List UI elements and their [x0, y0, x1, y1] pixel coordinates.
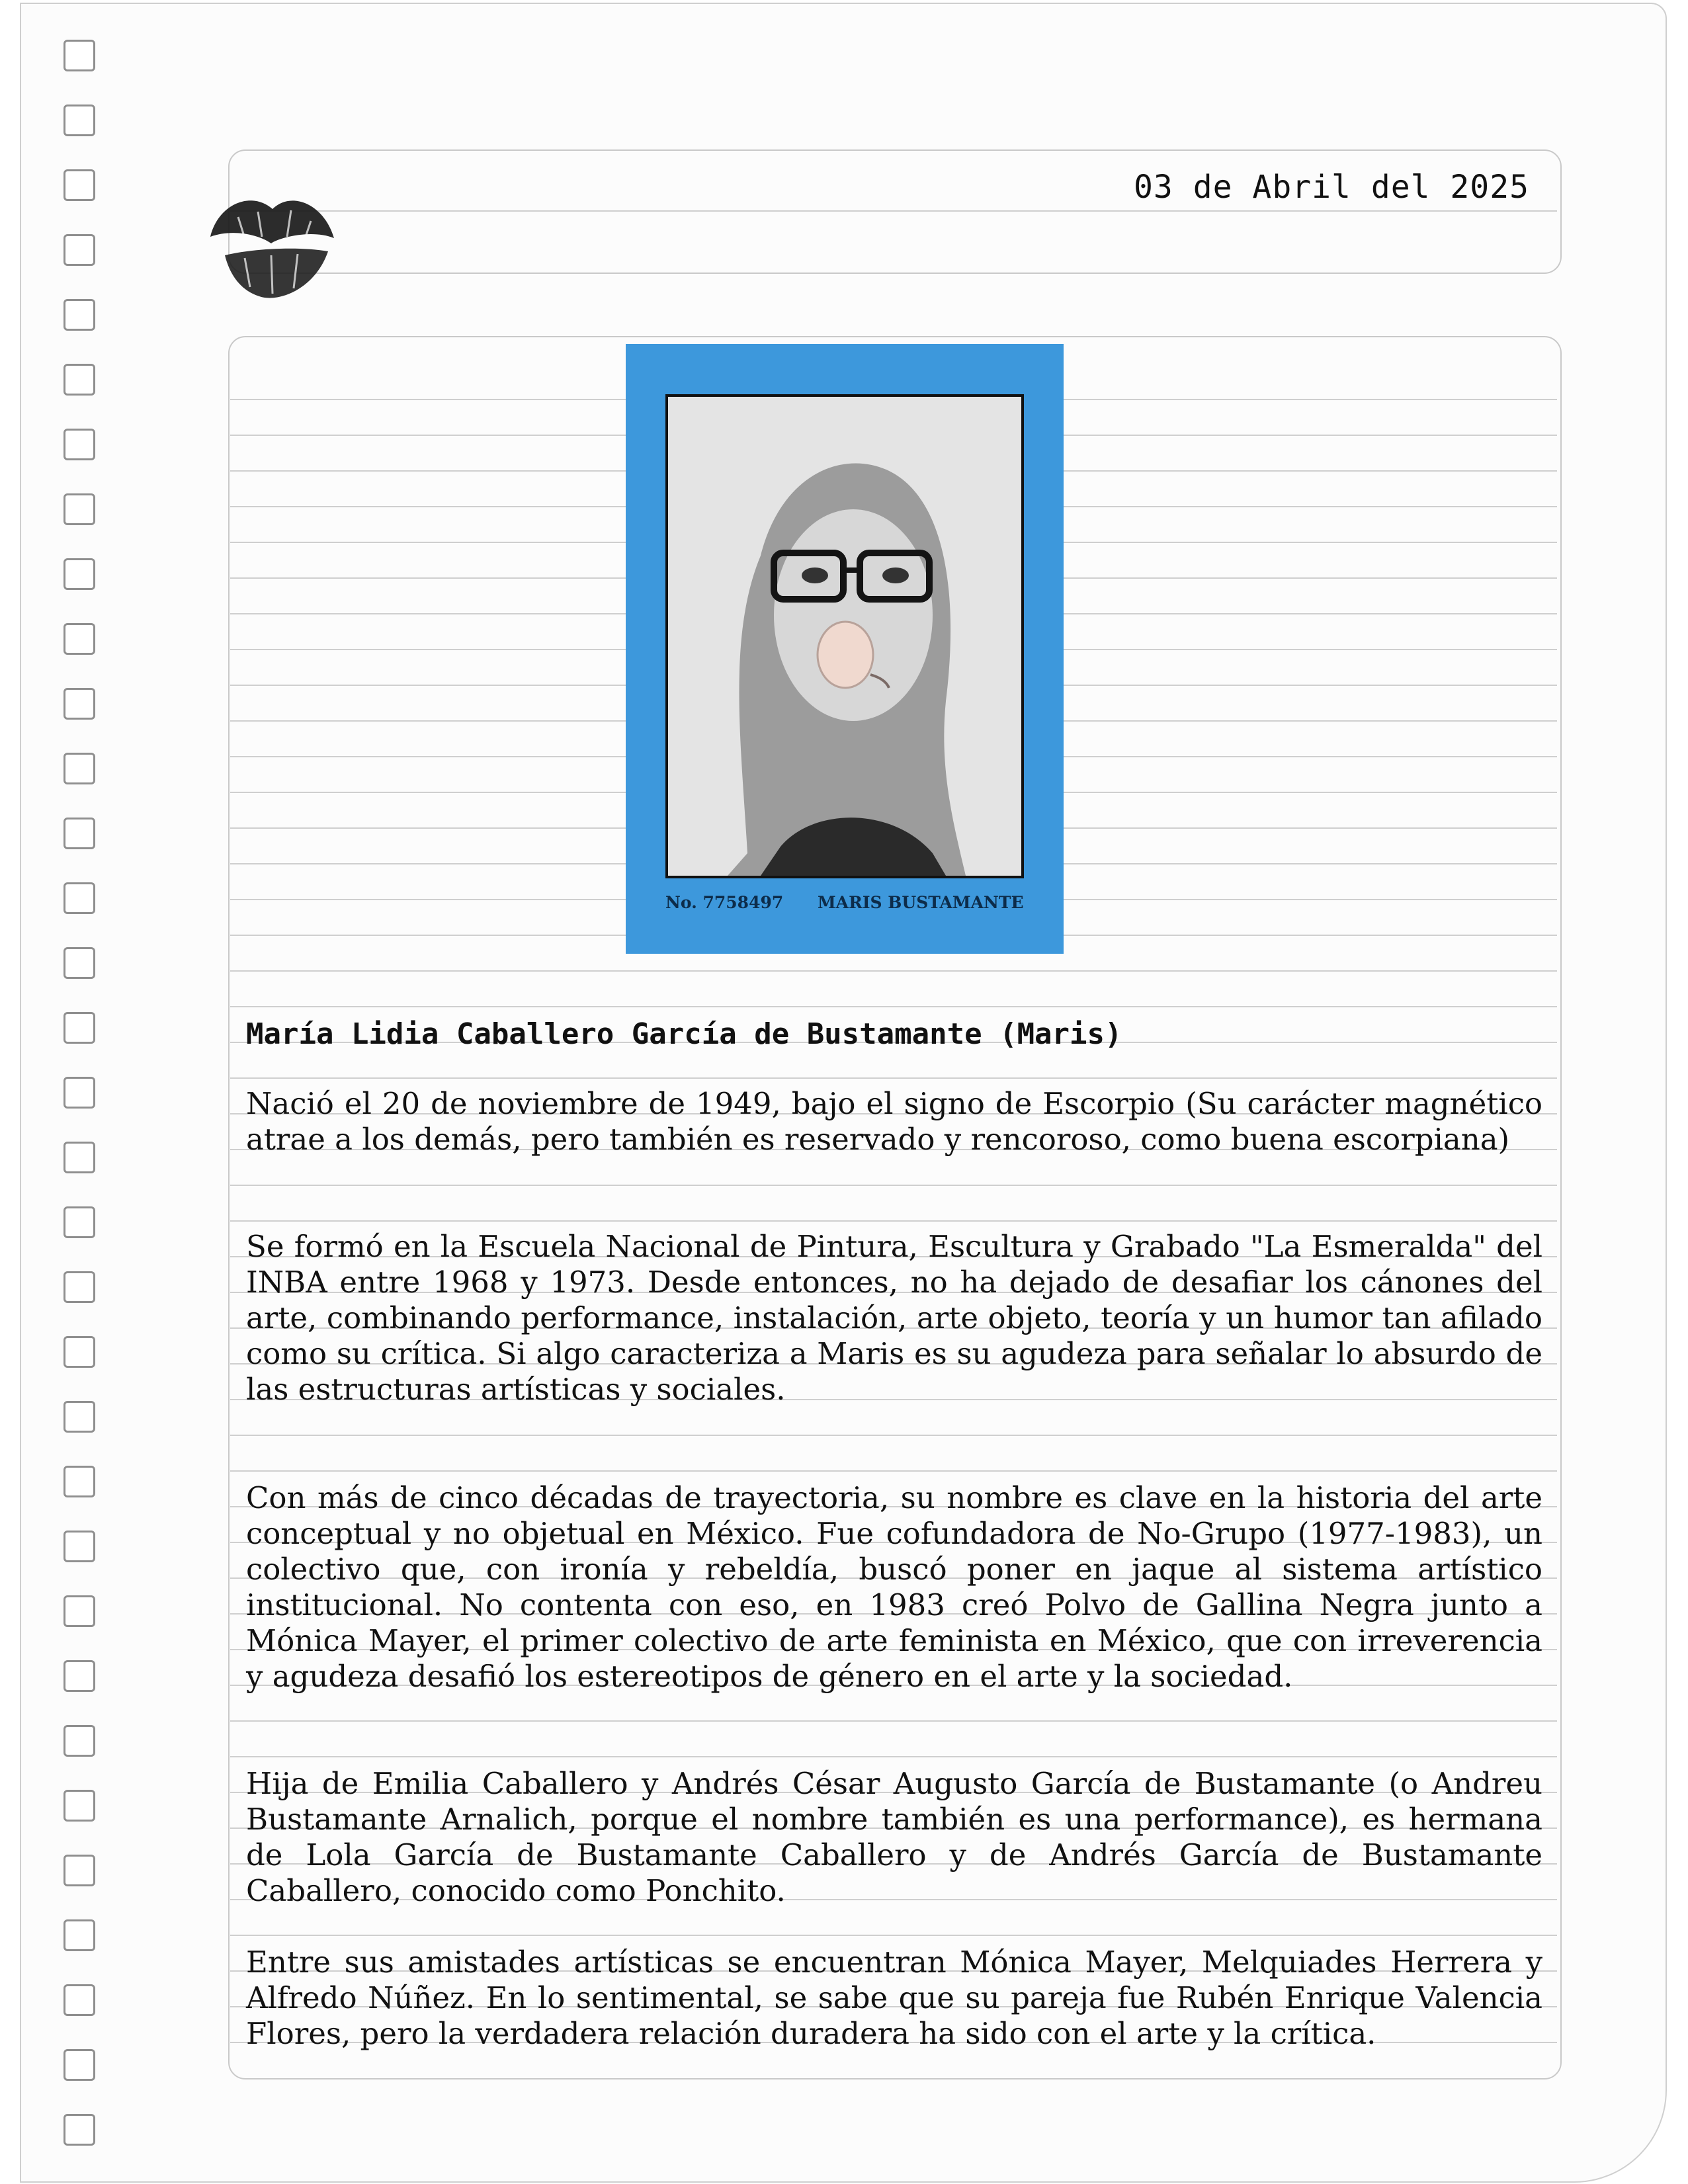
bio-paragraph: Nació el 20 de noviembre de 1949, bajo el signo de Escorpio (Su carácter magnético atrae a los demás, pero también es reservado y rencoroso, como buena escorpiana) — [246, 1086, 1542, 1157]
ruled-line — [230, 1720, 1557, 1722]
binder-hole — [63, 169, 95, 201]
card-number: No. 7758497 — [665, 893, 784, 912]
binder-hole — [63, 1012, 95, 1044]
binder-hole — [63, 1790, 95, 1822]
binder-hole — [63, 493, 95, 525]
binder-hole — [63, 1271, 95, 1303]
binder-hole — [63, 1142, 95, 1173]
ruled-line — [230, 1006, 1557, 1007]
binder-hole — [63, 2049, 95, 2081]
binder-hole — [63, 1077, 95, 1109]
binder-hole — [63, 1660, 95, 1692]
binder-hole — [63, 753, 95, 784]
ruled-line — [230, 1077, 1557, 1079]
binder-hole — [63, 882, 95, 914]
binder-hole — [63, 1725, 95, 1757]
binder-hole — [63, 558, 95, 590]
ruled-line — [230, 1935, 1557, 1936]
binder-hole — [63, 1466, 95, 1497]
binder-hole — [63, 1401, 95, 1433]
binder-hole — [63, 234, 95, 266]
binder-hole — [63, 818, 95, 849]
binder-hole — [63, 2114, 95, 2146]
portrait-image — [668, 397, 1021, 876]
bio-paragraph: Se formó en la Escuela Nacional de Pintura, Escultura y Grabado "La Esmeralda" del INBA entre 1968 y 1973. Desde entonces, no ha dejado de desafiar los cánones del arte, combinando performance, instalación, arte objeto, teoría y un humor tan afilado como su crítica. Si algo caracteriza a Maris es su agudeza para señalar lo absurdo de las estructuras artísticas y sociales. — [246, 1229, 1542, 1407]
bio-paragraph: Hija de Emilia Caballero y Andrés César Augusto García de Bustamante (o Andreu Bustamante Arnalich, porque el nombre también es una performance), es hermana de Lola García de Bustamante Caballero y de Andrés García de Bustamante Caballero, conocido como Ponchito. — [246, 1766, 1542, 1908]
binder-hole — [63, 1531, 95, 1562]
bio-title: María Lidia Caballero García de Bustamante (Maris) — [246, 1017, 1122, 1051]
ruled-line — [230, 1435, 1557, 1436]
bio-paragraph: Con más de cinco décadas de trayectoria, su nombre es clave en la historia del arte conceptual y no objetual en México. Fue cofundadora de No-Grupo (1977-1983), un colectivo que, con ironía y rebeldía, buscó poner en jaque al sistema artístico institucional. No contenta con eso, en 1983 creó Polvo de Gallina Negra junto a Mónica Mayer, el primer colectivo de arte feminista en México, que con irreverencia y agudeza desafió los estereotipos de género en el arte y la sociedad. — [246, 1480, 1542, 1694]
binder-hole — [63, 1206, 95, 1238]
ruled-line — [230, 970, 1557, 972]
binder-hole — [63, 364, 95, 396]
binder-hole — [63, 1855, 95, 1886]
binder-hole — [63, 1984, 95, 2016]
id-card — [626, 344, 1064, 954]
ruled-line — [230, 1185, 1557, 1186]
ruled-line — [230, 210, 1557, 212]
binder-holes — [41, 40, 101, 2130]
binder-hole — [63, 1919, 95, 1951]
ruled-line — [230, 1470, 1557, 1472]
portrait-photo — [665, 394, 1024, 878]
ruled-line — [230, 1756, 1557, 1757]
bio-paragraph: Entre sus amistades artísticas se encuentran Mónica Mayer, Melquiades Herrera y Alfredo Núñez. En lo sentimental, se sabe que su pareja fue Rubén Enrique Valencia Flores, pero la verdadera relación duradera ha sido con el arte y la crítica. — [246, 1945, 1542, 2051]
binder-hole — [63, 688, 95, 720]
lipstick-kiss-icon — [198, 177, 337, 310]
card-name: MARIS BUSTAMANTE — [818, 893, 1024, 912]
binder-hole — [63, 40, 95, 71]
binder-hole — [63, 947, 95, 979]
binder-hole — [63, 105, 95, 136]
binder-hole — [63, 429, 95, 460]
binder-hole — [63, 1595, 95, 1627]
binder-hole — [63, 299, 95, 331]
ruled-line — [230, 1220, 1557, 1222]
binder-hole — [63, 1336, 95, 1368]
binder-hole — [63, 623, 95, 655]
date-label: 03 de Abril del 2025 — [1134, 169, 1529, 206]
